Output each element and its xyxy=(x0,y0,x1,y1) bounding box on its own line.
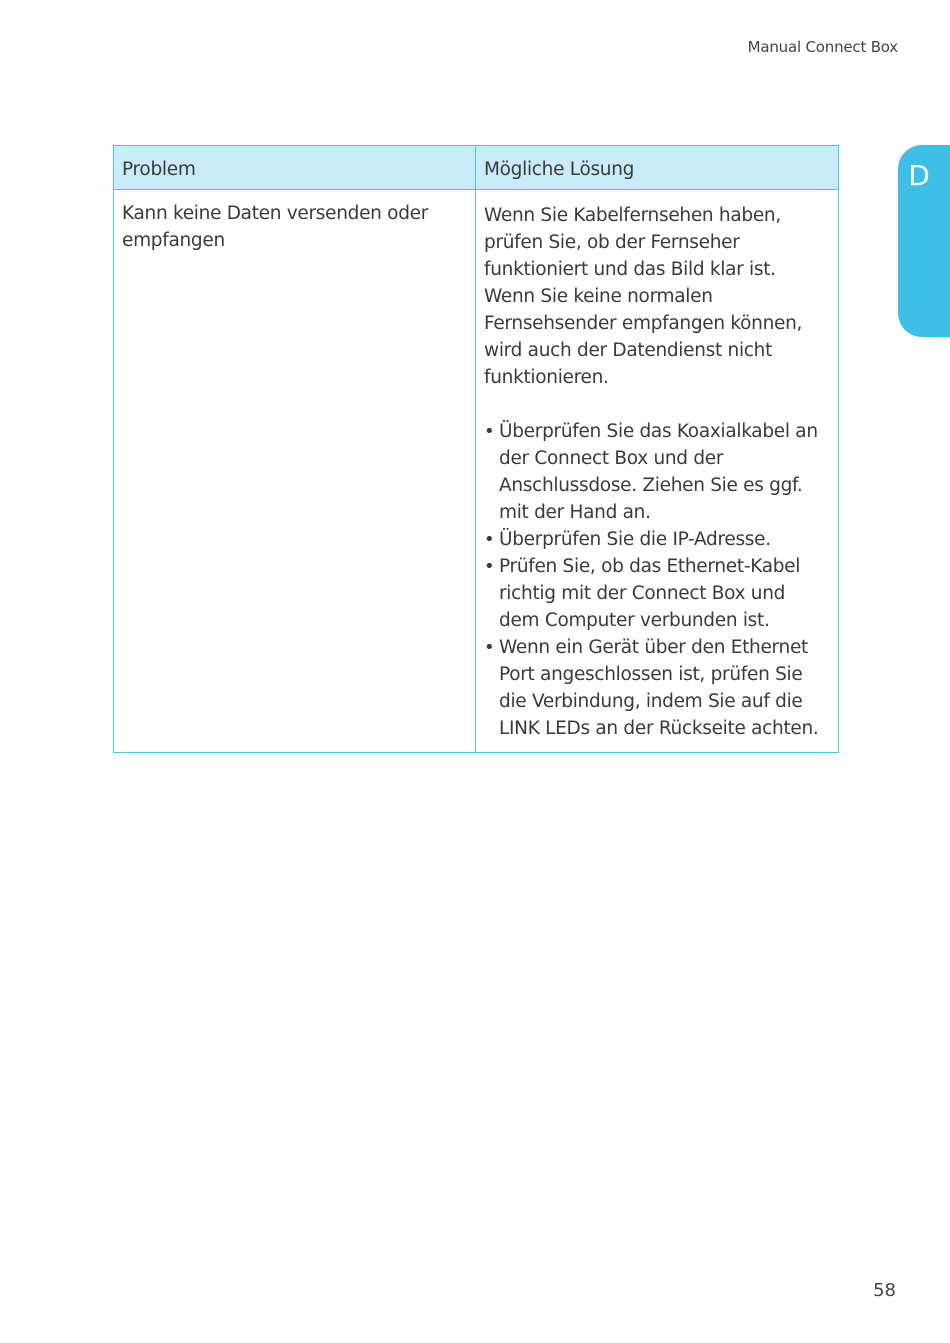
running-header-title: Manual Connect Box xyxy=(747,38,898,56)
solution-intro-text: Wenn Sie Kabelfernsehen haben, prüfen Sie, ob der Fernseher funktioniert und das Bild klar ist. Wenn Sie keine normalen Fernsehsender empfangen können, wird auch der Datendienst nicht funktionieren. xyxy=(484,205,803,388)
column-header-problem: Problem xyxy=(114,146,476,190)
problem-cell: Kann keine Daten versenden oder empfangen xyxy=(114,190,476,753)
chapter-tab-letter: D xyxy=(908,159,930,192)
chapter-tab xyxy=(898,145,950,337)
page-number: 58 xyxy=(873,1280,896,1301)
table-row xyxy=(114,190,839,753)
solution-bullet-item: • Überprüfen Sie das Koaxialkabel an der Connect Box und der Anschlussdose. Ziehen Sie es ggf. mit der Hand an. xyxy=(484,418,830,526)
troubleshooting-table xyxy=(113,145,839,753)
solution-cell xyxy=(476,190,839,753)
table-header-row xyxy=(114,146,839,190)
solution-bullet-list xyxy=(484,418,830,742)
solution-bullet-item: • Überprüfen Sie die IP-Adresse. xyxy=(484,526,830,553)
solution-bullet-item: • Wenn ein Gerät über den Ethernet Port angeschlossen ist, prüfen Sie die Verbindung, indem Sie auf die LINK LEDs an der Rückseite achten. xyxy=(484,634,830,742)
column-header-solution: Mögliche Lösung xyxy=(476,146,839,190)
solution-bullet-item: • Prüfen Sie, ob das Ethernet-Kabel richtig mit der Connect Box und dem Computer verbunden ist. xyxy=(484,553,830,634)
